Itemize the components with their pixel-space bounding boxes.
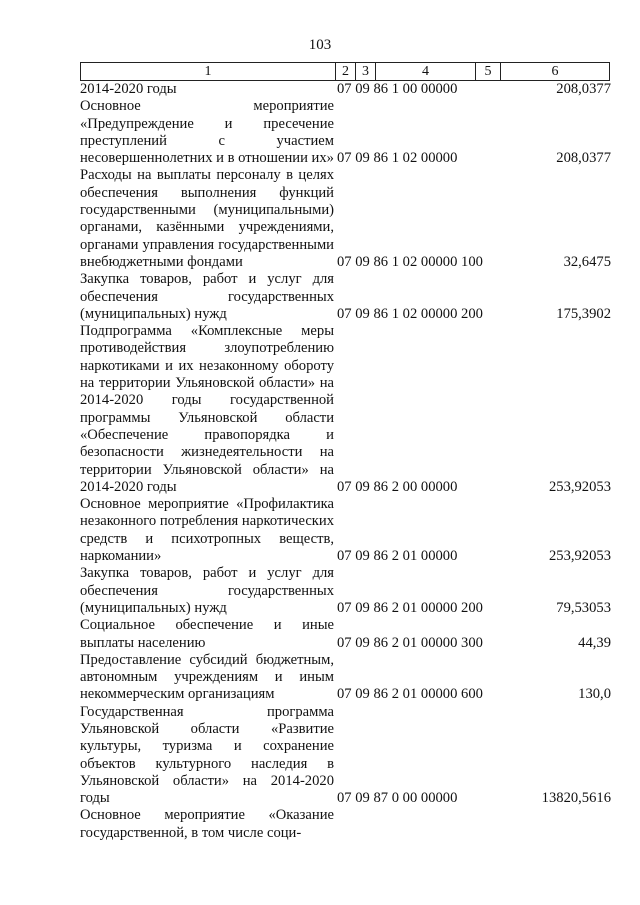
row-budget-codes: 07 09 86 2 01 00000 600 — [337, 686, 483, 703]
table-row — [0, 81, 640, 98]
table-row — [0, 652, 640, 704]
row-budget-codes: 07 09 86 1 02 00000 200 — [337, 305, 483, 322]
row-amount: 175,3902 — [556, 305, 611, 322]
page-number: 103 — [308, 37, 332, 53]
row-amount: 44,39 — [578, 634, 611, 651]
row-description: Закупка товаров, работ и услуг для обеспечения государственных (муниципальных) нужд — [80, 271, 334, 322]
header-col-5: 5 — [476, 63, 501, 80]
row-budget-codes: 07 09 86 2 01 00000 300 — [337, 634, 483, 651]
table-row — [0, 807, 640, 842]
header-col-3: 3 — [356, 63, 376, 80]
table-row — [0, 565, 640, 617]
row-budget-codes: 07 09 86 2 00 00000 — [337, 478, 458, 495]
header-col-2: 2 — [336, 63, 356, 80]
row-budget-codes: 07 09 86 1 00 00000 — [337, 81, 458, 97]
row-description: 2014-2020 годы — [80, 81, 177, 97]
row-budget-codes: 07 09 86 2 01 00000 — [337, 548, 458, 565]
row-description: Предоставление субсидий бюджетным, автономным учреждениям и иным некоммерческим организациям — [80, 651, 334, 703]
row-budget-codes: 07 09 86 1 02 00000 — [337, 150, 458, 167]
row-description: Государственная программа Ульяновской области «Развитие культуры, туризма и сохранение объектов культурного наследия в Ульяновской области» на 2014-2020 годы — [80, 703, 334, 807]
header-col-6: 6 — [551, 64, 559, 79]
table-row — [0, 323, 640, 496]
table-header — [80, 62, 610, 81]
row-description: Расходы на выплаты персоналу в целях обеспечения выполнения функций государственными (муниципальными) органами, казёнными учреждениями, органами управления государственными внебюджетными фондами — [80, 167, 334, 270]
row-description: Социальное обеспечение и иные выплаты населению — [80, 617, 334, 651]
header-col-4: 4 — [376, 63, 476, 80]
row-amount: 13820,5616 — [541, 790, 611, 807]
table-row — [0, 98, 640, 167]
row-amount: 32,6475 — [563, 253, 611, 270]
row-description: Основное мероприятие «Оказание государственной, в том числе соци- — [80, 807, 334, 841]
header-col-1: 1 — [81, 63, 336, 80]
row-description: Основное мероприятие «Предупреждение и пресечение преступлений с участием несовершеннолетних и в отношении их» — [80, 98, 334, 167]
row-budget-codes: 07 09 87 0 00 00000 — [337, 790, 458, 807]
row-budget-codes: 07 09 86 2 01 00000 200 — [337, 599, 483, 616]
budget-table-body — [0, 81, 640, 842]
row-amount: 253,92053 — [548, 478, 611, 495]
row-budget-codes: 07 09 86 1 02 00000 100 — [337, 253, 483, 270]
row-amount: 208,0377 — [556, 150, 611, 167]
table-row — [0, 704, 640, 808]
row-amount: 253,92053 — [548, 548, 611, 565]
table-row — [0, 167, 640, 271]
row-amount: 130,0 — [578, 686, 611, 703]
row-description: Закупка товаров, работ и услуг для обеспечения государственных (муниципальных) нужд — [80, 565, 334, 616]
table-row — [0, 271, 640, 323]
table-row — [0, 496, 640, 565]
row-amount: 208,0377 — [556, 81, 611, 97]
table-row — [0, 617, 640, 652]
row-amount: 79,53053 — [556, 599, 611, 616]
row-description: Подпрограмма «Комплексные меры противодействия злоупотреблению наркотиками и их незаконному обороту на территории Ульяновской области» на 2014-2020 годы государственной программы Ульяновской области «Обеспечение правопорядка и безопасности жизнедеятельности на территории Ульяновской области» на 2014-2020 годы — [80, 323, 334, 495]
row-description: Основное мероприятие «Профилактика незаконного потребления наркотических средств и психотропных веществ, наркомании» — [80, 496, 334, 565]
